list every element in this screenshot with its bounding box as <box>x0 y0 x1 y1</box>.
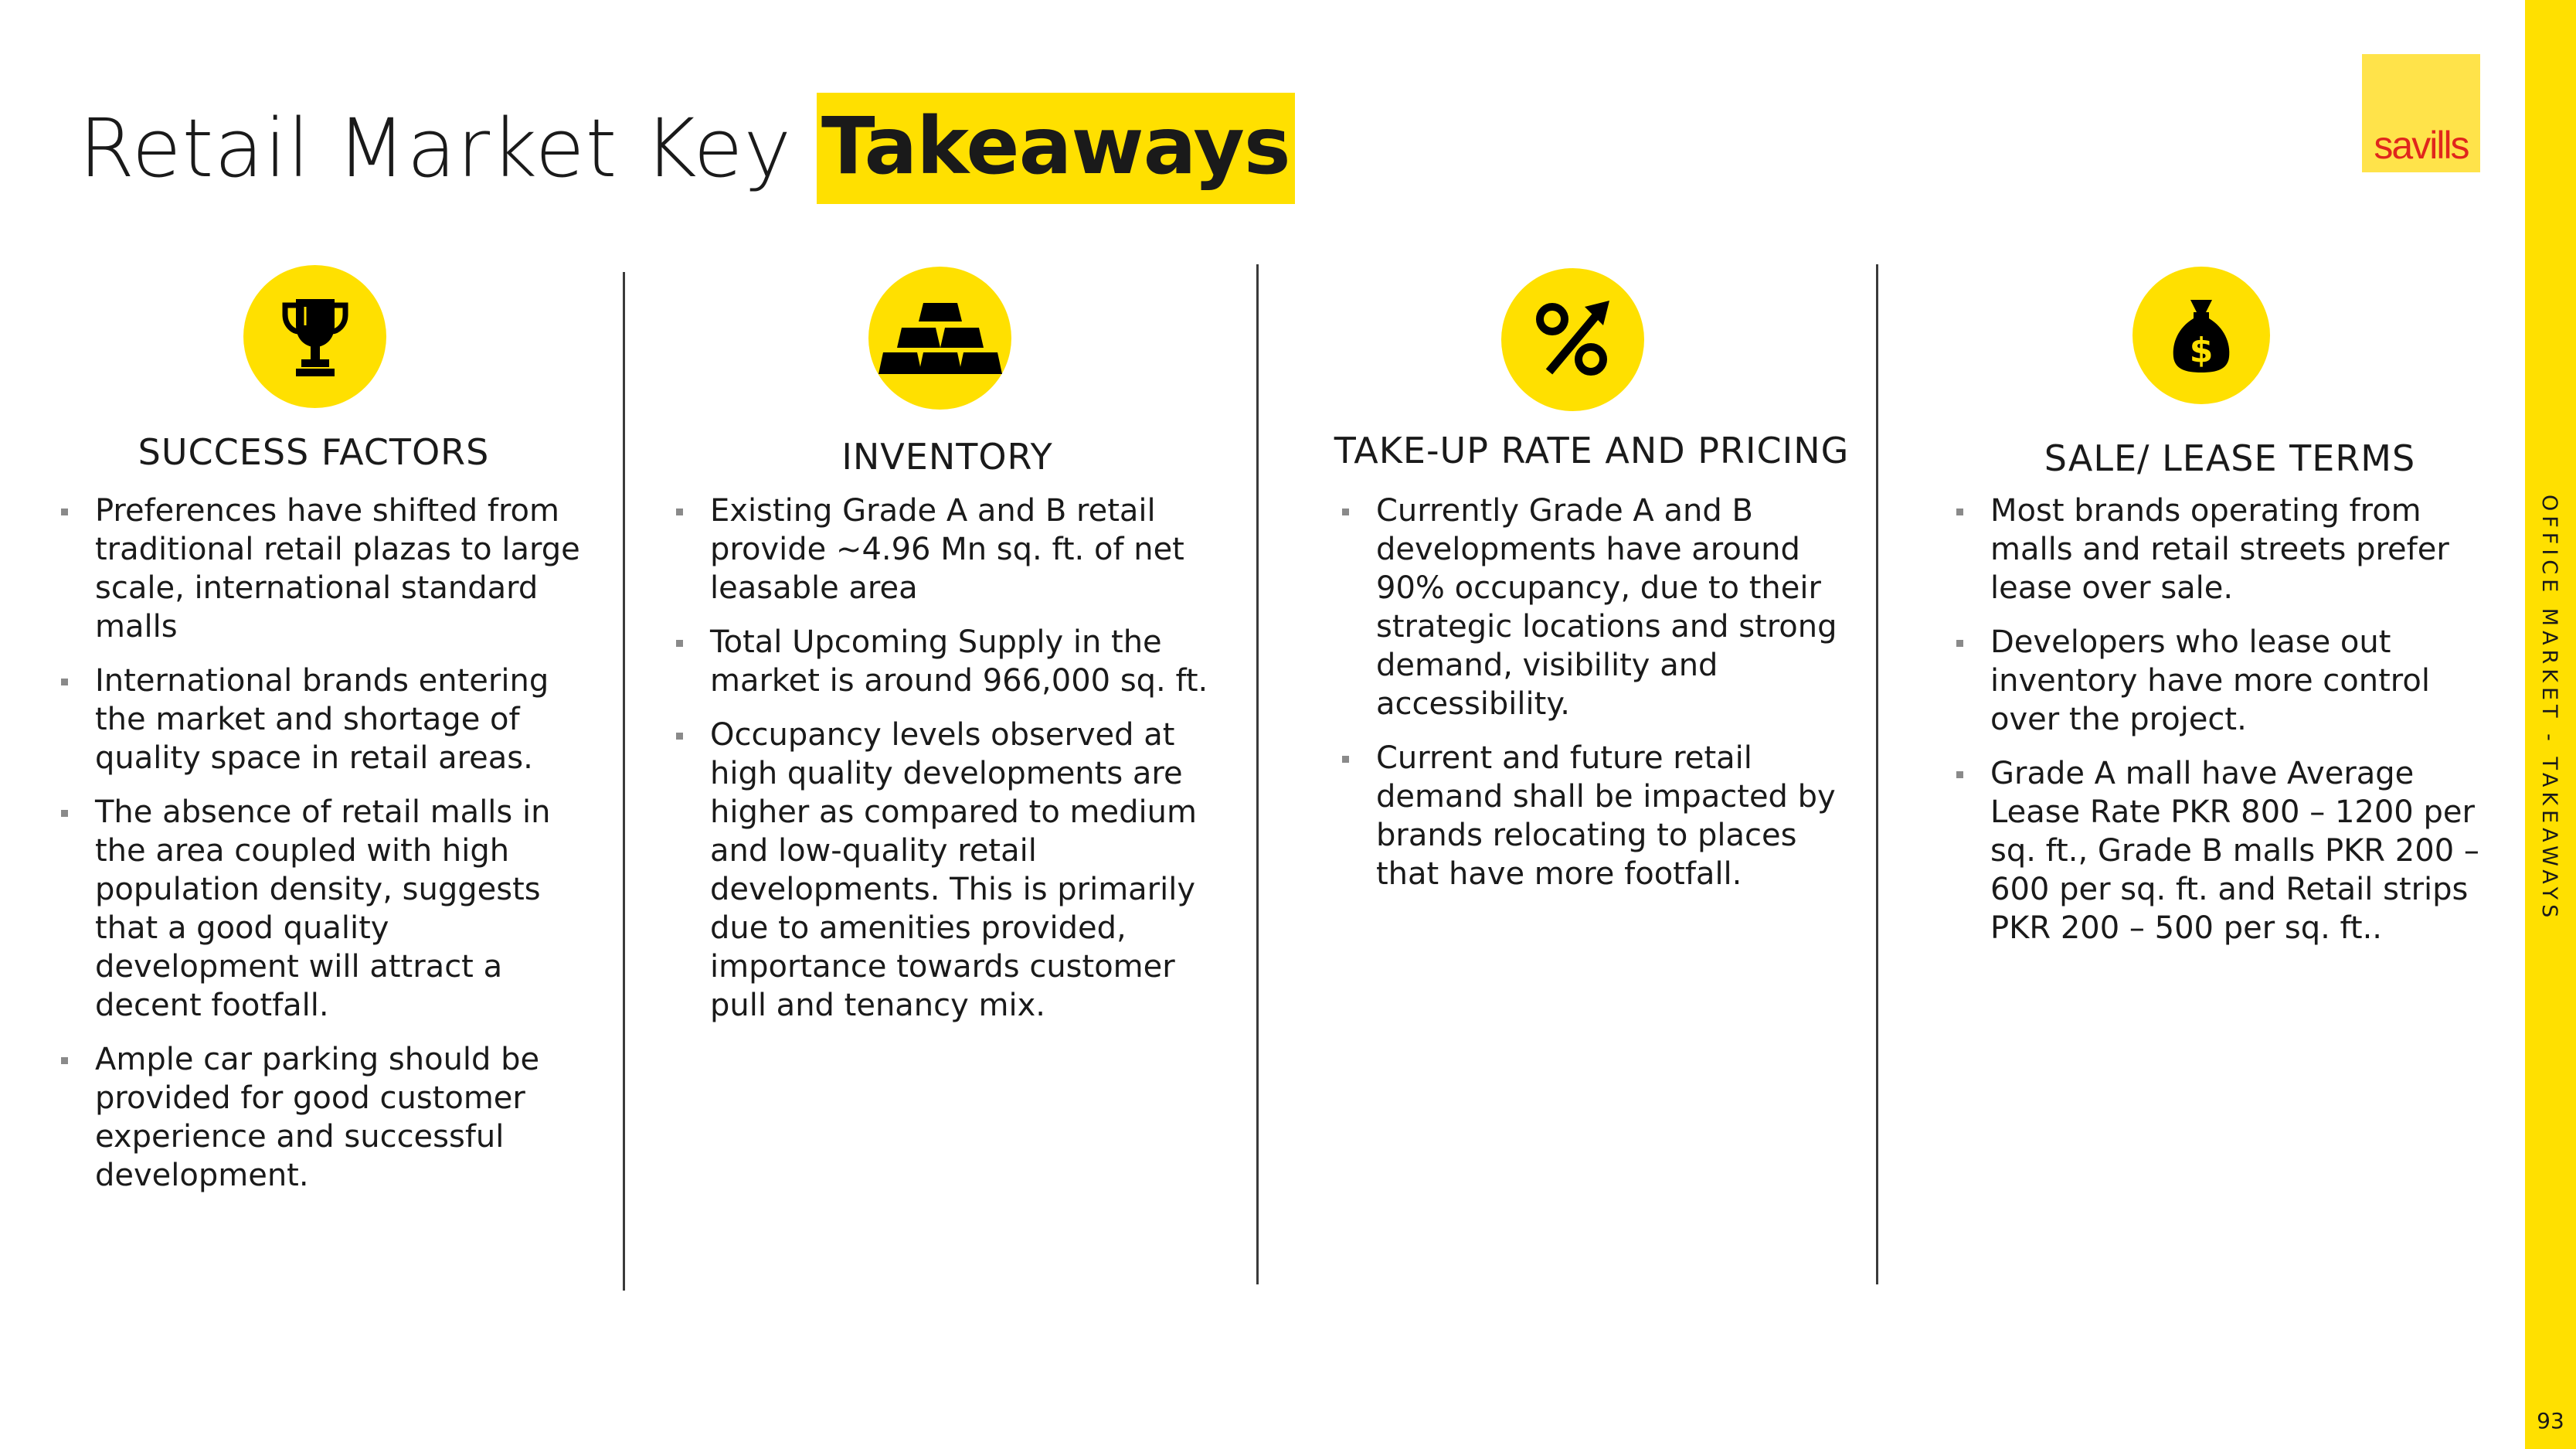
list-item: Current and future retail demand shall be impacted by brands relocating to places that have more footfall. <box>1342 739 1867 893</box>
list-item: Occupancy levels observed at high quality developments are higher as compared to medium and low-quality retail developments. This is primarily due to amenities provided, importance towards customer pull and tenancy mix. <box>676 716 1232 1025</box>
list-item: Ample car parking should be provided for good customer experience and successful development. <box>61 1040 586 1195</box>
column-divider <box>1876 264 1878 1284</box>
list-item: International brands entering the market and shortage of quality space in retail areas. <box>61 662 586 777</box>
money-bag-icon <box>2133 267 2270 404</box>
page-number: 93 <box>2537 1408 2564 1434</box>
title-plain: Retail Market Key <box>79 101 793 196</box>
list-item: Grade A mall have Average Lease Rate PKR 800 – 1200 per sq. ft., Grade B malls PKR 200 – 600 per sq. ft. and Retail strips PKR 200 – 500 per sq. ft.. <box>1956 754 2489 947</box>
page-title <box>79 93 1295 204</box>
sale-lease-terms-list <box>1956 492 2489 963</box>
logo-text: savills <box>2374 124 2469 167</box>
svg-text:$: $ <box>2189 331 2214 370</box>
inventory-list <box>676 492 1232 1040</box>
list-item: Preferences have shifted from traditional retail plazas to large scale, international standard malls <box>61 492 586 646</box>
percent-growth-icon <box>1501 268 1644 411</box>
title-highlight: Takeaways <box>817 93 1295 204</box>
trophy-icon <box>243 265 386 408</box>
success-factors-list <box>61 492 586 1210</box>
gold-bars-icon <box>868 267 1011 410</box>
column-heading-take-up-rate: TAKE-UP RATE AND PRICING <box>1334 430 1850 471</box>
column-heading-success-factors: SUCCESS FACTORS <box>138 431 490 473</box>
savills-logo <box>2362 54 2480 172</box>
list-item: Total Upcoming Supply in the market is around 966,000 sq. ft. <box>676 623 1232 700</box>
list-item: The absence of retail malls in the area coupled with high population density, suggests that a good quality development will attract a decent footfall. <box>61 793 586 1025</box>
list-item: Currently Grade A and B developments have around 90% occupancy, due to their strategic locations and strong demand, visibility and accessibility. <box>1342 492 1867 723</box>
column-divider <box>1256 264 1259 1284</box>
list-item: Developers who lease out inventory have more control over the project. <box>1956 623 2489 739</box>
list-item: Most brands operating from malls and retail streets prefer lease over sale. <box>1956 492 2489 607</box>
column-heading-sale-lease-terms: SALE/ LEASE TERMS <box>2044 437 2416 479</box>
take-up-rate-list <box>1342 492 1867 909</box>
column-heading-inventory: INVENTORY <box>841 436 1053 478</box>
list-item: Existing Grade A and B retail provide ~4.96 Mn sq. ft. of net leasable area <box>676 492 1232 607</box>
column-divider <box>623 272 625 1291</box>
sidebar-section-label: OFFICE MARKET - TAKEAWAYS <box>2537 495 2561 923</box>
